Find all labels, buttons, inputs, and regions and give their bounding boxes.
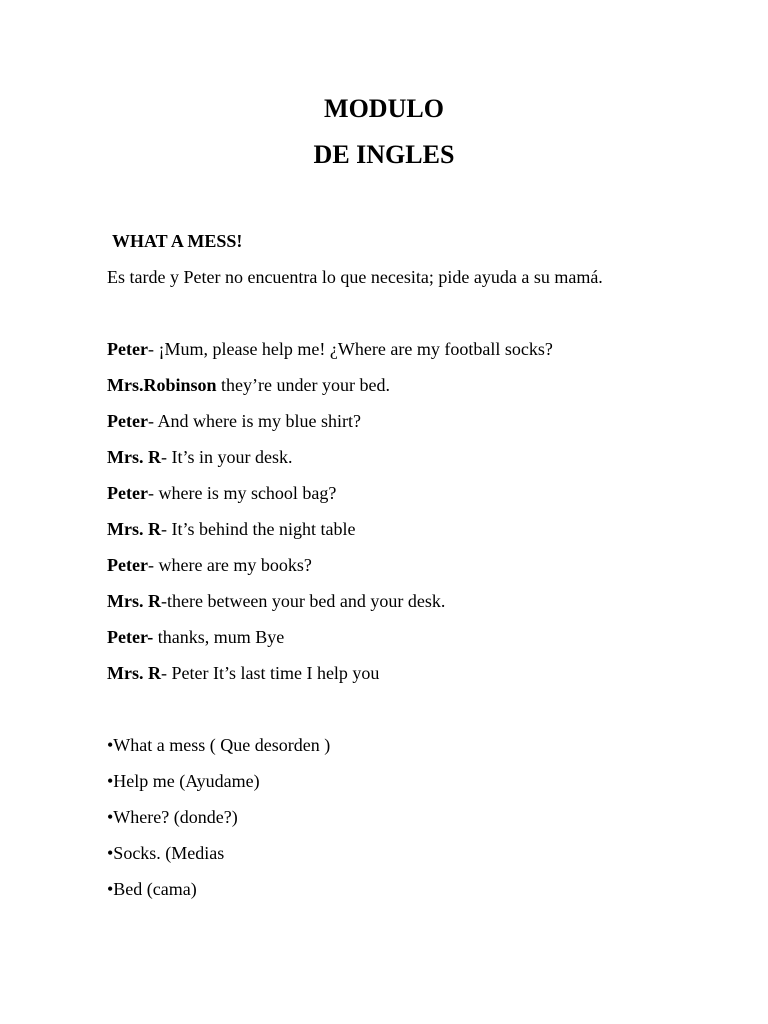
vocabulary-item: •Bed (cama) xyxy=(107,879,197,899)
speaker-name: Mrs. R xyxy=(107,663,161,683)
vocabulary-list xyxy=(107,733,330,913)
dialogue-text: - where is my school bag? xyxy=(147,483,337,503)
dialogue-line xyxy=(107,625,553,661)
dialogue-line xyxy=(107,445,553,481)
dialogue-line xyxy=(107,517,553,553)
dialogue-line xyxy=(107,553,553,589)
vocabulary-item: •Help me (Ayudame) xyxy=(107,771,260,791)
speaker-name: Peter- xyxy=(107,627,154,647)
vocabulary-item: •Socks. (Medias xyxy=(107,843,225,863)
dialogue-text: they’re under your bed. xyxy=(216,375,390,395)
title-line-2: DE INGLES xyxy=(313,140,455,169)
dialogue-text: - where are my books? xyxy=(147,555,312,575)
dialogue-text: - It’s behind the night table xyxy=(160,519,356,539)
title-line-1: MODULO xyxy=(324,94,444,123)
vocabulary-item: •What a mess ( Que desorden ) xyxy=(107,735,331,755)
dialogue xyxy=(107,337,553,697)
dialogue-text: -there between your bed and your desk. xyxy=(160,591,446,611)
dialogue-line xyxy=(107,337,553,373)
speaker-name: Peter xyxy=(107,555,148,575)
dialogue-line xyxy=(107,481,553,517)
speaker-name: Peter xyxy=(107,483,148,503)
dialogue-text: thanks, mum Bye xyxy=(153,627,285,647)
dialogue-text: - ¡Mum, please help me! ¿Where are my football socks? xyxy=(147,339,553,359)
intro-paragraph: Es tarde y Peter no encuentra lo que necesita; pide ayuda a su mamá. xyxy=(107,267,603,287)
speaker-name: Mrs. R xyxy=(107,591,161,611)
vocabulary-item: •Where? (donde?) xyxy=(107,807,238,827)
dialogue-line xyxy=(107,661,553,697)
dialogue-text: - And where is my blue shirt? xyxy=(147,411,361,431)
dialogue-text: - It’s in your desk. xyxy=(160,447,293,467)
dialogue-line xyxy=(107,409,553,445)
section-heading: WHAT A MESS! xyxy=(112,231,243,251)
dialogue-line xyxy=(107,589,553,625)
speaker-name: Peter xyxy=(107,411,148,431)
speaker-name: Mrs. R xyxy=(107,447,161,467)
dialogue-line xyxy=(107,373,553,409)
speaker-name: Mrs.Robinson xyxy=(107,375,217,395)
speaker-name: Mrs. R xyxy=(107,519,161,539)
speaker-name: Peter xyxy=(107,339,148,359)
dialogue-text: - Peter It’s last time I help you xyxy=(160,663,380,683)
